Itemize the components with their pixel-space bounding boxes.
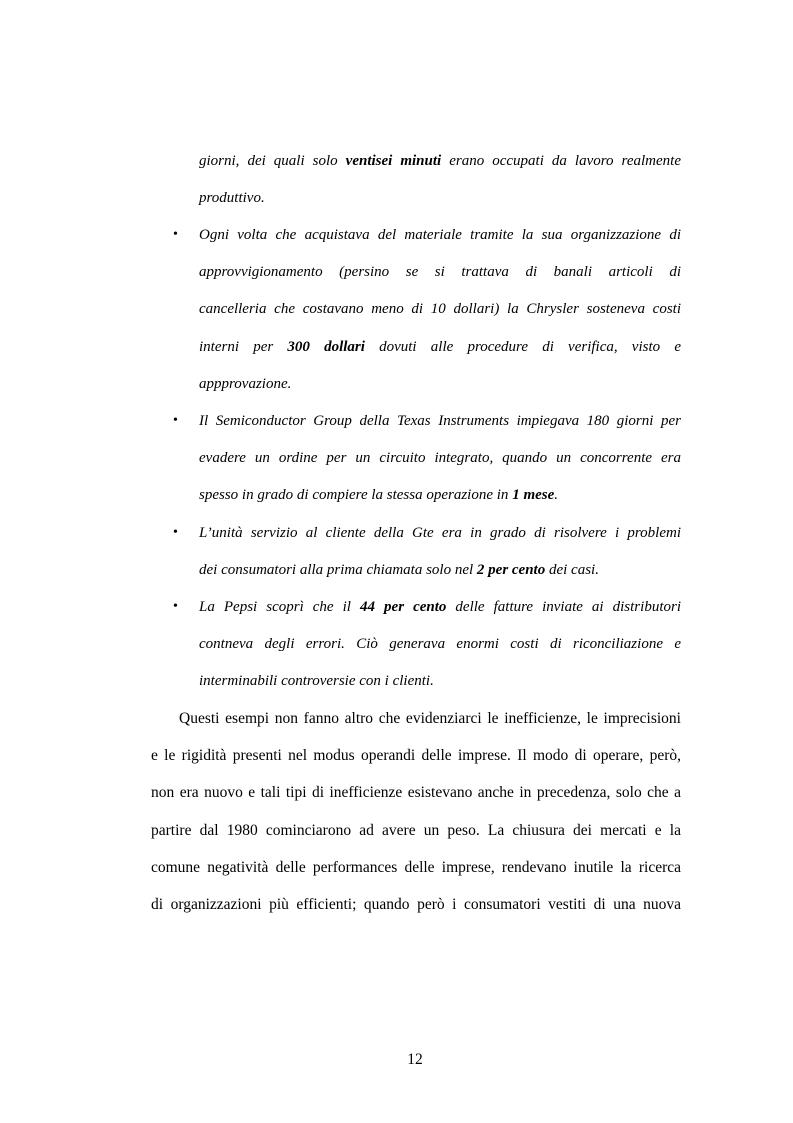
bullet-continuation — [199, 143, 681, 217]
text-line: La Pepsi scoprì che il 44 per cento delle fatture inviate ai distributori — [199, 599, 681, 615]
text-line: L’unità servizio al cliente della Gte era in grado di risolvere i problemi — [199, 525, 681, 541]
text-line: cancelleria che costavano meno di 10 dollari) la Chrysler sosteneva costi — [199, 301, 681, 318]
text-line: appprovazione. — [199, 375, 292, 392]
bullet-icon: • — [173, 525, 178, 540]
page-number: 12 — [407, 1051, 423, 1068]
text-line: interni per 300 dollari dovuti alle procedure di verifica, visto e — [199, 338, 681, 355]
bullet-icon: • — [173, 413, 178, 428]
bullet-item — [199, 217, 681, 403]
text-line: evadere un ordine per un circuito integrato, quando un concorrente era — [199, 450, 681, 467]
text-line: Questi esempi non fanno altro che evidenziarci le inefficienze, le imprecisioni — [179, 710, 681, 727]
bullet-item — [199, 403, 681, 515]
text-line: di organizzazioni più efficienti; quando però i consumatori vestiti di una nuova — [151, 895, 681, 913]
text-line: partire dal 1980 cominciarono ad avere un peso. La chiusura dei mercati e la — [151, 821, 681, 839]
text-line: giorni, dei quali solo ventisei minuti erano occupati da lavoro realmente — [199, 153, 681, 169]
bullet-icon: • — [173, 599, 178, 614]
bullet-item — [199, 515, 681, 589]
bullet-icon: • — [173, 227, 178, 242]
text-line: Il Semiconductor Group della Texas Instruments impiegava 180 giorni per — [199, 413, 681, 429]
body-paragraph — [151, 700, 681, 923]
text-line: dei consumatori alla prima chiamata solo nel 2 per cento dei casi. — [199, 562, 599, 579]
text-line: non era nuovo e tali tipi di inefficienze esistevano anche in precedenza, solo che a — [151, 784, 681, 802]
text-line: approvvigionamento (persino se si trattava di banali articoli di — [199, 264, 681, 281]
text-line: contneva degli errori. Ciò generava enormi costi di riconciliazione e — [199, 636, 681, 653]
text-line: comune negatività delle performances delle imprese, rendevano inutile la ricerca — [151, 858, 681, 876]
text-line: e le rigidità presenti nel modus operandi delle imprese. Il modo di operare, però, — [151, 747, 681, 765]
text-line: Ogni volta che acquistava del materiale tramite la sua organizzazione di — [199, 227, 681, 243]
text-line: interminabili controversie con i clienti. — [199, 673, 434, 690]
text-line: produttivo. — [199, 190, 265, 207]
text-line: spesso in grado di compiere la stessa operazione in 1 mese. — [199, 487, 559, 504]
bullet-item — [199, 589, 681, 701]
